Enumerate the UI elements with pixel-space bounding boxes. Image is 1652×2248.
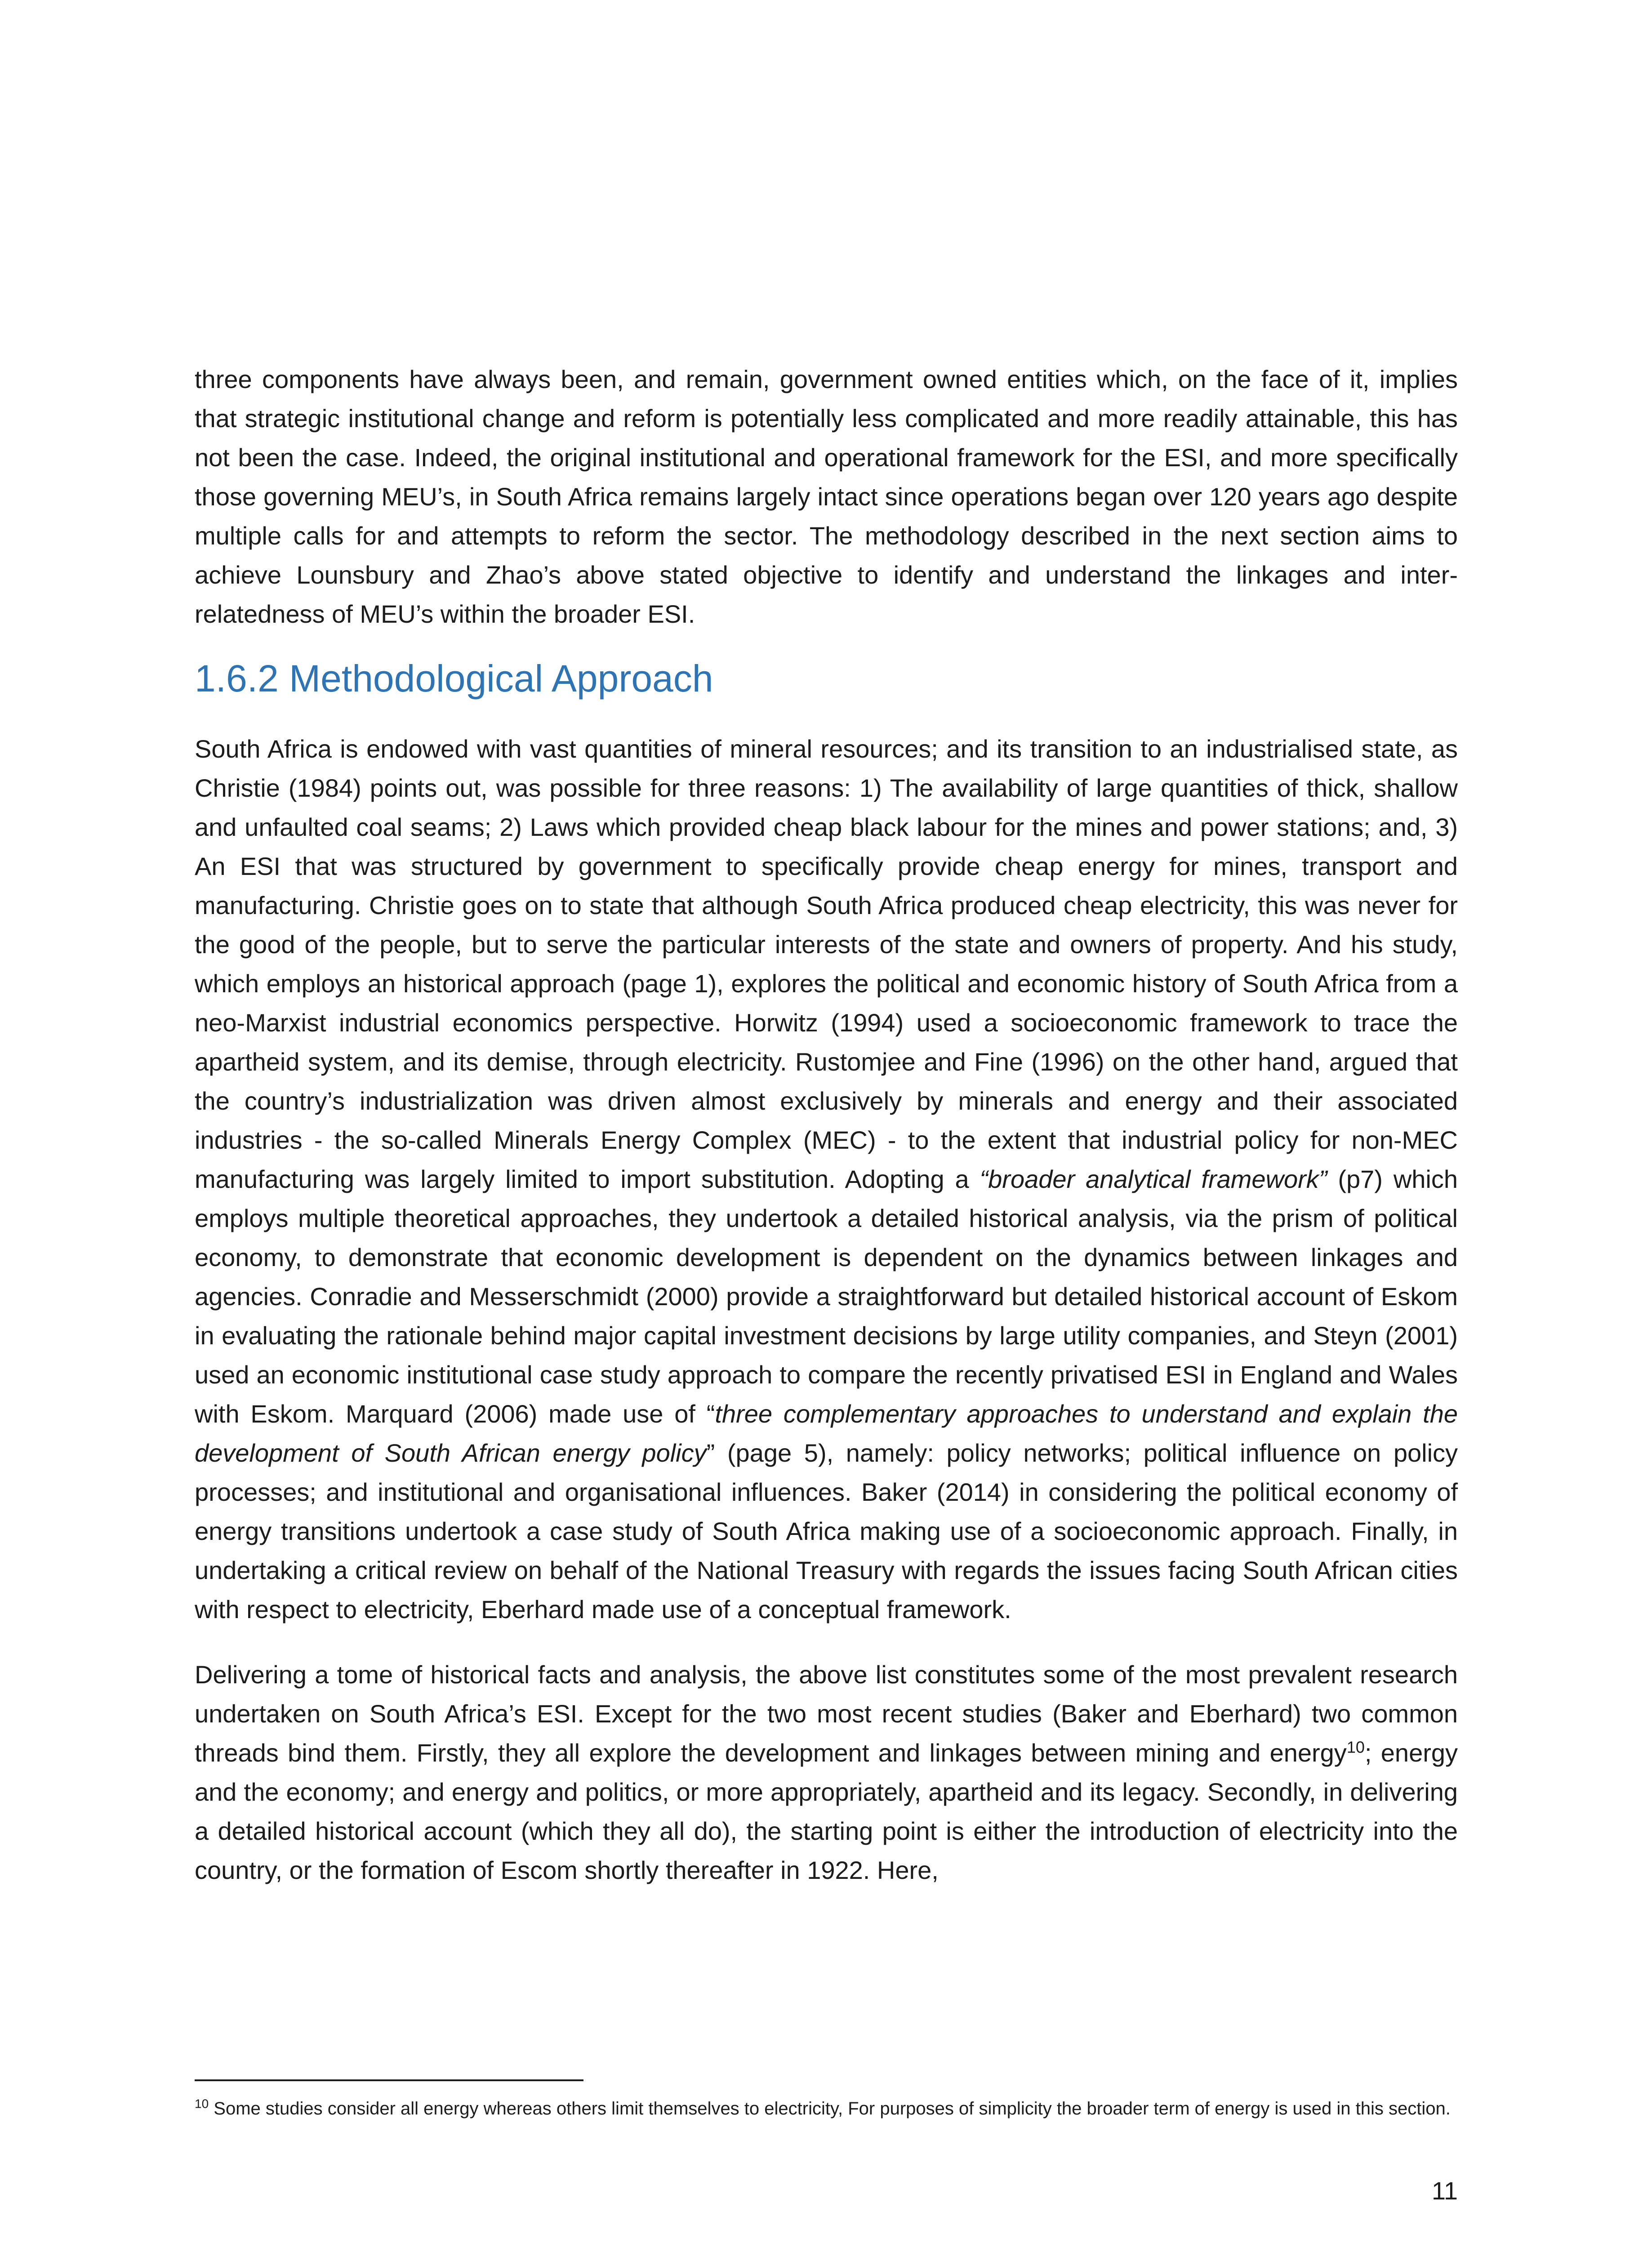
paragraph-text: Delivering a tome of historical facts and analysis, the above list constitutes some of the most prevalent research undertaken on South Africa’s ESI. Except for the two most recent studies (Baker and Eberhard) two common threads bind them. Firstly, they all explore the development and linkages between mining and energy bbox=[195, 1660, 1458, 1767]
body-paragraph: three components have always been, and remain, government owned entities which, on the face of it, implies that strategic institutional change and reform is potentially less complicated and more readily attainable, this has not been the case. Indeed, the original institutional and operational framework for the ESI, and more specifically those governing MEU’s, in South Africa remains largely intact since operations began over 120 years ago despite multiple calls for and attempts to reform the sector. The methodology described in the next section aims to achieve Lounsbury and Zhao’s above stated objective to identify and understand the linkages and inter-relatedness of MEU’s within the broader ESI. bbox=[195, 365, 1458, 628]
paragraph-text: ; energy and the economy; and energy and politics, or more appropriately, apartheid and its legacy. Secondly, in delivering a detailed historical account (which they all do), the starting point is either the introduction of electricity into the country, or the formation of Escom shortly thereafter in 1922. Here, bbox=[195, 1739, 1458, 1884]
page-number: 11 bbox=[1431, 2177, 1458, 2205]
section-heading: 1.6.2 Methodological Approach bbox=[195, 657, 713, 700]
body-paragraph bbox=[195, 729, 1458, 1629]
body-paragraph bbox=[195, 1655, 1458, 1890]
italic-quote: three complementary approaches to understand and explain the development of South African energy policy bbox=[195, 1400, 1458, 1467]
italic-quote: “broader analytical framework” bbox=[980, 1165, 1327, 1193]
footnote-text: Some studies consider all energy whereas others limit themselves to electricity, For purposes of simplicity the broader term of energy is used in this section. bbox=[209, 2099, 1451, 2119]
paragraph-text: (p7) which employs multiple theoretical approaches, they undertook a detailed historical analysis, via the prism of political economy, to demonstrate that economic development is dependent on the dynamics between linkages and agencies. Conradie and Messerschmidt (2000) provide a straightforward but detailed historical account of Eskom in evaluating the rationale behind major capital investment decisions by large utility companies, and Steyn (2001) used an economic institutional case study approach to compare the recently privatised ESI in England and Wales with Eskom. Marquard (2006) made use of “ bbox=[195, 1165, 1458, 1428]
footnote-separator bbox=[195, 2079, 583, 2081]
footnote-reference[interactable]: 10 bbox=[1346, 1738, 1365, 1757]
footnote-marker: 10 bbox=[195, 2096, 209, 2111]
footnote bbox=[195, 2095, 1458, 2122]
main-text-column bbox=[195, 360, 1458, 1890]
paragraph-text: South Africa is endowed with vast quantities of mineral resources; and its transition to an industrialised state, as Christie (1984) points out, was possible for three reasons: 1) The availability of large quantities of thick, shallow and unfaulted coal seams; 2) Laws which provided cheap black labour for the mines and power stations; and, 3) An ESI that was structured by government to specifically provide cheap energy for mines, transport and manufacturing. Christie goes on to state that although South Africa produced cheap electricity, this was never for the good of the people, but to serve the particular interests of the state and owners of property. And his study, which employs an historical approach (page 1), explores the political and economic history of South Africa from a neo-Marxist industrial economics perspective. Horwitz (1994) used a socioeconomic framework to trace the apartheid system, and its demise, through electricity. Rustomjee and Fine (1996) on the other hand, argued that the country’s industrialization was driven almost exclusively by minerals and energy and their associated industries - the so-called Minerals Energy Complex (MEC) - to the extent that industrial policy for non-MEC manufacturing was largely limited to import substitution. Adopting a bbox=[195, 735, 1458, 1193]
paragraph-text: ” (page 5), namely: policy networks; political influence on policy processes; and institutional and organisational influences. Baker (2014) in considering the political economy of energy transitions undertook a case study of South Africa making use of a socioeconomic approach. Finally, in undertaking a critical review on behalf of the National Treasury with regards the issues facing South African cities with respect to electricity, Eberhard made use of a conceptual framework. bbox=[195, 1439, 1458, 1624]
